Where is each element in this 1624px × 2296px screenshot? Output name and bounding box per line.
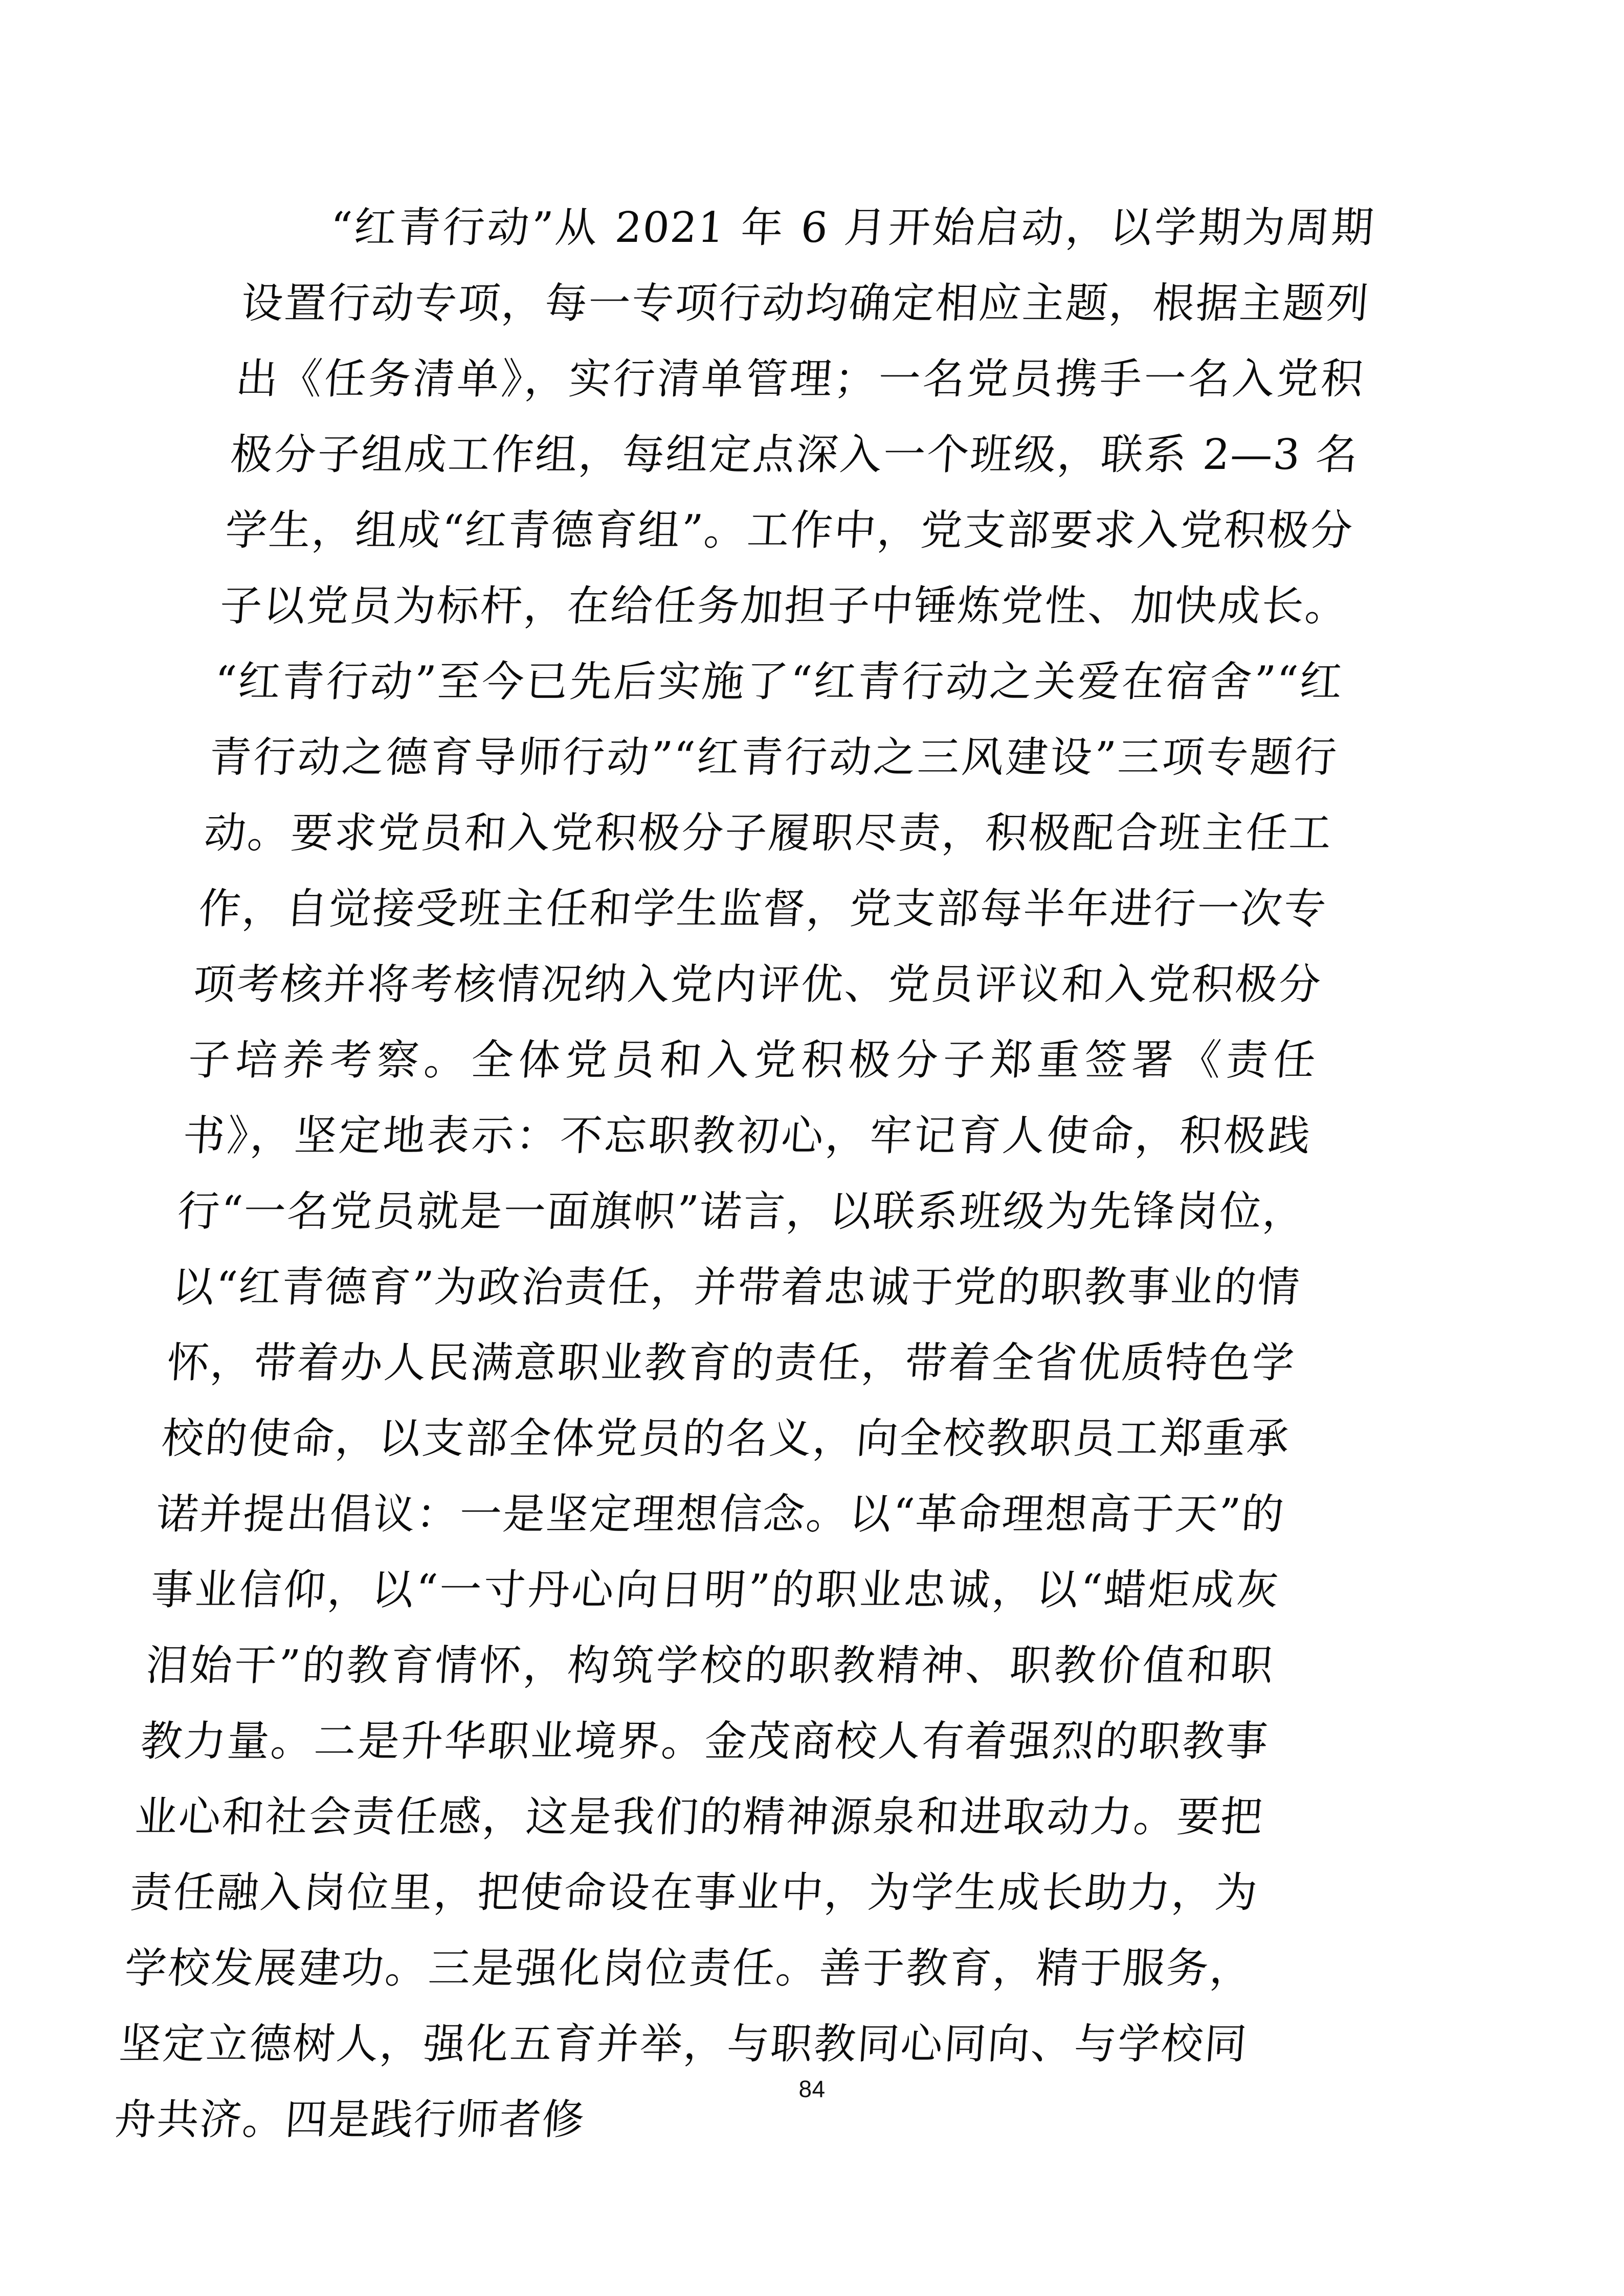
paragraph: “红青行动”从 2021 年 6 月开始启动，以学期为周期设置行动专项，每一专项行动均确定相应主题，根据主题列出《任务清单》，实行清单管理；一名党员携手一名入党积极分子组成工作组，每组定点深入一个班级，联系 2—3 名学生，组成“红青德育组”。工作中，党支部要求入党积极分子以党员为标杆，在给任务加担子中锤炼党性、加快成长。“红青行动”至今已先后实施了“红青行动之关爱在宿舍”“红青行动之德育导师行动”“红青行动之三风建设”三项专题行动。要求党员和入党积极分子履职尽责，积极配合班主任工作，自觉接受班主任和学生监督，党支部每半年进行一次专项考核并将考核情况纳入党内评优、党员评议和入党积极分子培养考察。全体党员和入党积极分子郑重签署《责任书》，坚定地表示：不忘职教初心，牢记育人使命，积极践行“一名党员就是一面旗帜”诺言，以联系班级为先锋岗位，以“红青德育”为政治责任，并带着忠诚于党的职教事业的情怀，带着办人民满意职业教育的责任，带着全省优质特色学校的使命，以支部全体党员的名义，向全校教职员工郑重承诺并提出倡议：一是坚定理想信念。以“革命理想高于天”的事业信仰，以“一寸丹心向日明”的职业忠诚，以“蜡炬成灰泪始干”的教育情怀，构筑学校的职教精神、职教价值和职教力量。二是升华职业境界。金茂商校人有着强烈的职教事业心和社会责任感，这是我们的精神源泉和进取动力。要把责任融入岗位里，把使命设在事业中，为学生成长助力，为学校发展建功。三是强化岗位责任。善于教育，精于服务，坚定立德树人，强化五育并举，与职教同心同向、与学校同舟共济。四是践行师者修 [112,204,1376,2144]
page-number: 84 [798,2076,826,2102]
body-text-block [112,190,1377,2158]
